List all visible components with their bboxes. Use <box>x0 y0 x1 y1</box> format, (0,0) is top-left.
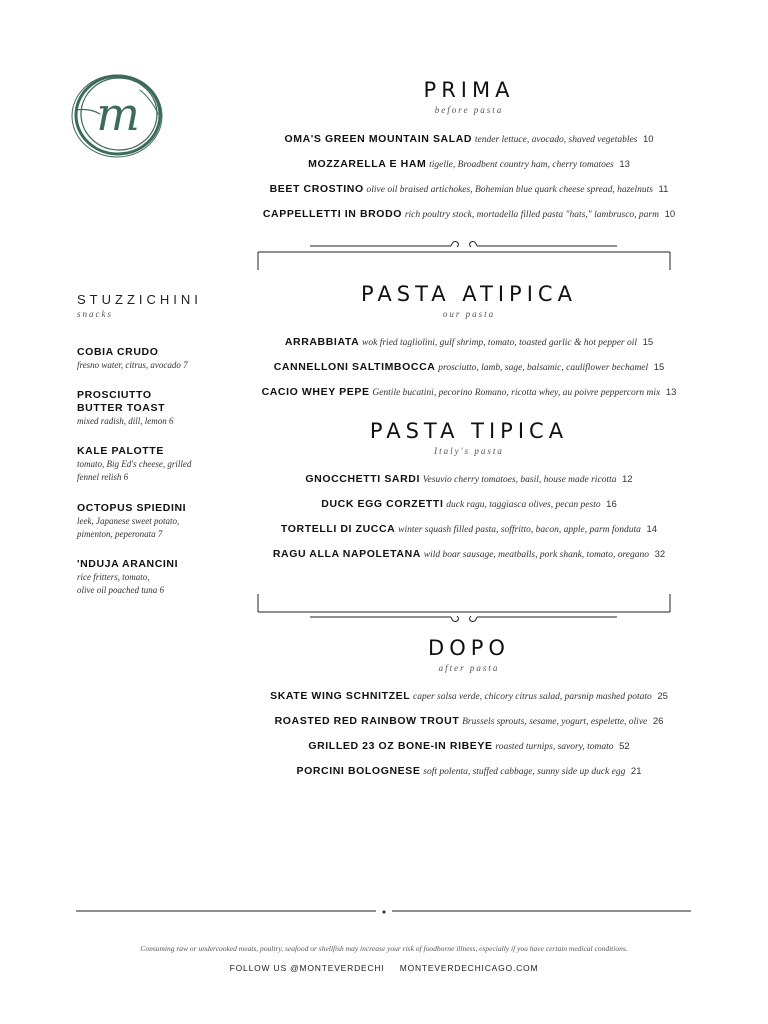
svg-text:m: m <box>96 87 140 141</box>
menu-item: ARRABBIATA wok fried tagliolini, gulf shrimp, tomato, toasted garlic & hot pepper oil 15 <box>284 336 654 348</box>
section-pasta-atipica <box>228 282 710 320</box>
menu-item: GRILLED 23 OZ BONE-IN RIBEYE roasted turnips, savory, tomato 52 <box>308 740 630 752</box>
website-link[interactable]: MONTEVERDECHICAGO.COM <box>399 963 539 973</box>
section-subtitle: our pasta <box>442 309 496 319</box>
menu-item: CAPPELLETTI IN BRODO rich poultry stock, mortadella filled pasta "hats," lambrusco, parm 10 <box>262 208 676 220</box>
health-disclaimer: Consuming raw or undercooked meats, poultry, seafood or shellfish may increase your risk of foodborne illness, especially if you have certain medical conditions. <box>140 944 628 953</box>
snacks-sidebar <box>77 292 227 595</box>
social-link[interactable]: FOLLOW US @MONTEVERDECHI <box>229 963 385 973</box>
sidebar-title: STUZZICHINI <box>77 292 202 307</box>
snack-item: PROSCIUTTO BUTTER TOAST mixed radish, dill, lemon 6 <box>77 389 174 426</box>
section-subtitle: Italy's pasta <box>434 446 504 456</box>
ornamental-divider-top <box>255 236 673 272</box>
menu-item: ROASTED RED RAINBOW TROUT Brussels sprouts, sesame, yogurt, espelette, olive 26 <box>274 715 664 727</box>
snack-item: COBIA CRUDO fresno water, citrus, avocado 7 <box>77 346 188 370</box>
section-pasta-tipica <box>228 419 710 457</box>
menu-item: TORTELLI DI ZUCCA winter squash filled pasta, soffritto, bacon, apple, parm fonduta 14 <box>280 523 658 535</box>
section-title: PASTA TIPICA <box>369 419 569 443</box>
section-subtitle: after pasta <box>438 663 500 673</box>
menu-item: PORCINI BOLOGNESE soft polenta, stuffed cabbage, sunny side up duck egg 21 <box>296 765 642 777</box>
menu-item: BEET CROSTINO olive oil braised artichokes, Bohemian blue quark cheese spread, hazelnuts 11 <box>269 183 669 195</box>
snack-item: 'NDUJA ARANCINI rice fritters, tomato, olive oil poached tuna 6 <box>77 558 179 595</box>
menu-item: DUCK EGG CORZETTI duck ragu, taggiasca olives, pecan pesto 16 <box>321 498 617 510</box>
monteverde-logo <box>70 70 170 160</box>
menu-item: SKATE WING SCHNITZEL caper salsa verde, chicory citrus salad, parsnip mashed potato 25 <box>270 690 668 702</box>
section-title: DOPO <box>428 636 510 660</box>
section-subtitle: before pasta <box>434 105 504 115</box>
section-title: PRIMA <box>423 78 515 102</box>
section-title: PASTA ATIPICA <box>361 282 577 306</box>
snack-item: OCTOPUS SPIEDINI leek, Japanese sweet potato, pimenton, peperonata 7 <box>77 502 187 539</box>
footer-divider <box>76 906 692 918</box>
sidebar-subtitle: snacks <box>77 309 113 319</box>
section-prima <box>228 78 710 116</box>
menu-item: RAGU ALLA NAPOLETANA wild boar sausage, meatballs, pork shank, tomato, oregano 32 <box>272 548 666 560</box>
menu-item: CACIO WHEY PEPE Gentile bucatini, pecorino Romano, ricotta whey, au poivre peppercorn mix 13 <box>261 386 677 398</box>
menu-item: GNOCCHETTI SARDI Vesuvio cherry tomatoes, basil, house made ricotta 12 <box>305 473 633 485</box>
section-dopo <box>228 636 710 674</box>
ornamental-divider-bottom <box>255 592 673 628</box>
menu-item: MOZZARELLA E HAM tigelle, Broadbent country ham, cherry tomatoes 13 <box>308 158 630 170</box>
snack-item: KALE PALOTTE tomato, Big Ed's cheese, grilled fennel relish 6 <box>77 445 192 482</box>
menu-item: OMA'S GREEN MOUNTAIN SALAD tender lettuce, avocado, shaved vegetables 10 <box>284 133 654 145</box>
footer-links <box>0 963 768 973</box>
menu-item: CANNELLONI SALTIMBOCCA prosciutto, lamb, sage, balsamic, cauliflower bechamel 15 <box>273 361 665 373</box>
